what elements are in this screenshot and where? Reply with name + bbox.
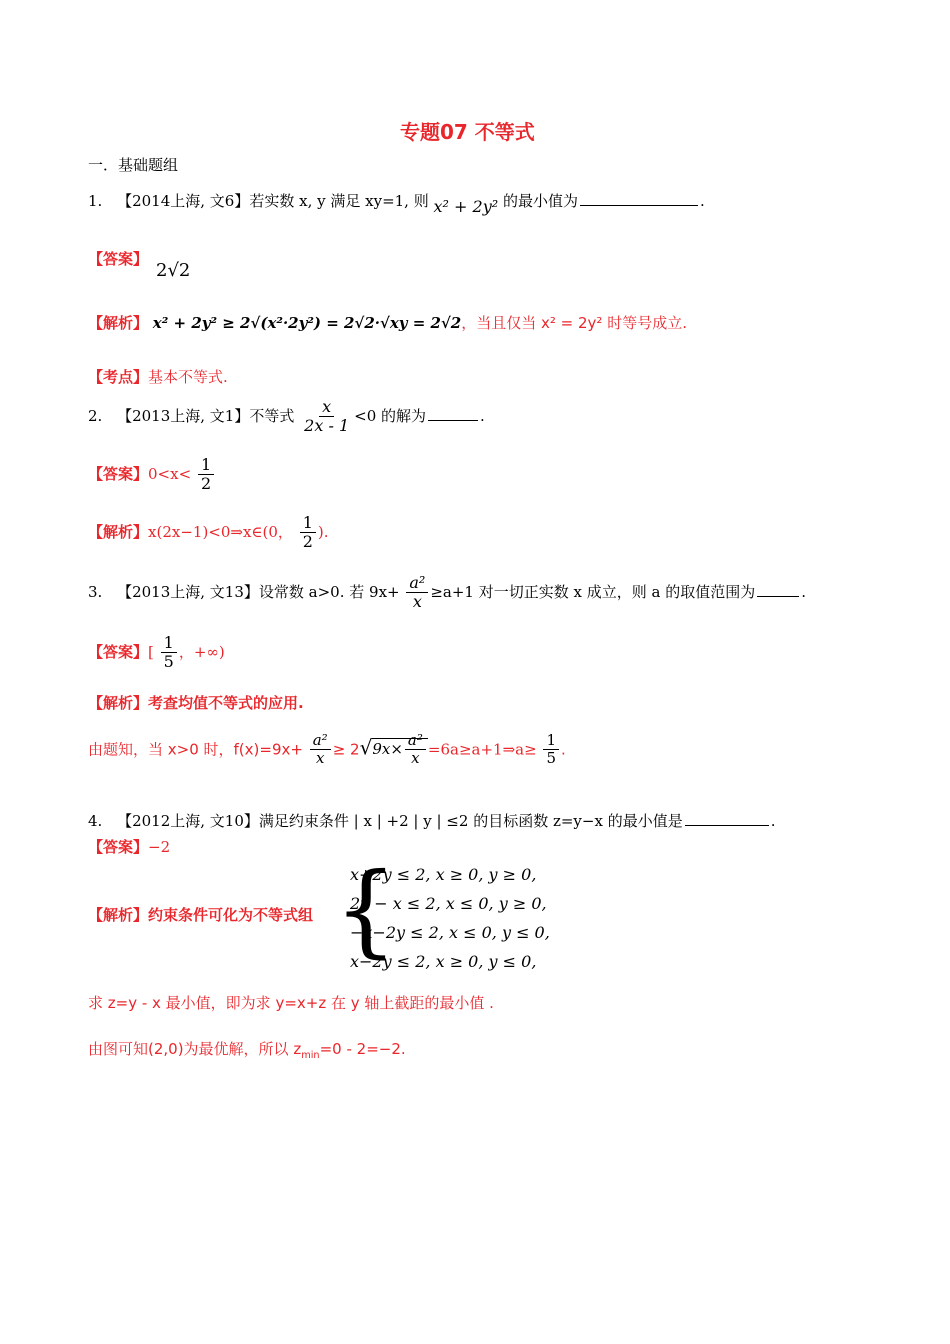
analysis-4-line3	[88, 1038, 406, 1061]
analysis-result: =6a≥a+1⇒a≥	[427, 740, 537, 759]
answer-label: 【答案】	[88, 250, 149, 268]
question-text: 不等式	[249, 406, 295, 425]
analysis-fraction	[300, 514, 316, 552]
question-number: 4.	[88, 812, 103, 830]
analysis-text: x(2x−1)<0⇒x∈(0，	[148, 522, 293, 541]
answer-fraction	[198, 456, 214, 494]
analysis-3	[88, 692, 304, 713]
sqrt-radicand	[372, 731, 428, 768]
question-text: 设常数 a>0. 若 9x+	[258, 582, 400, 601]
analysis-end: ).	[317, 522, 329, 541]
question-number: 2.	[88, 406, 103, 425]
analysis-fraction-a	[310, 732, 331, 768]
analysis-fraction-b	[543, 732, 559, 768]
analysis-label: 【解析】	[88, 694, 149, 712]
system-row: x+2y ≤ 2, x ≥ 0, y ≥ 0,	[350, 865, 537, 884]
period: .	[699, 192, 705, 210]
question-text-post: ≥a+1 对一切正实数 x 成立，则 a 的取值范围为	[430, 582, 756, 601]
answer-3	[88, 634, 225, 672]
answer-label: 【答案】	[88, 838, 149, 856]
question-expression: x² + 2y²	[433, 197, 499, 216]
question-number: 3.	[88, 582, 103, 601]
fraction-numerator: a²	[405, 732, 426, 750]
fraction-numerator: x	[319, 398, 334, 417]
analysis-label: 【解析】	[88, 314, 149, 332]
fraction-denominator: 5	[546, 749, 556, 768]
period: .	[770, 812, 776, 830]
answer-fraction	[161, 634, 177, 672]
question-4	[88, 810, 775, 831]
fraction-denominator: 5	[163, 652, 174, 672]
fraction-numerator: a²	[310, 732, 331, 750]
inequality-system	[350, 860, 550, 976]
question-fraction	[301, 398, 352, 436]
fraction-denominator: x	[411, 749, 420, 768]
answer-blank	[757, 595, 799, 597]
system-row: −x−2y ≤ 2, x ≤ 0, y ≤ 0,	[350, 923, 550, 942]
question-number: 1.	[88, 192, 103, 210]
kaodian-1	[88, 366, 228, 387]
analysis-ineq: ≥ 2	[332, 740, 360, 759]
fraction-denominator: x	[412, 592, 422, 612]
sqrt-text: 9x×	[372, 740, 403, 759]
answer-blank	[685, 824, 769, 826]
fraction-numerator: 1	[161, 634, 177, 653]
analysis-4	[88, 904, 313, 925]
kaodian-text: 基本不等式.	[148, 368, 228, 386]
question-source: 【2012上海, 文10】	[117, 812, 259, 830]
analysis-label: 【解析】	[88, 522, 149, 541]
answer-label: 【答案】	[88, 464, 149, 483]
fraction-numerator: 1	[543, 732, 559, 750]
sqrt-fraction	[405, 732, 426, 768]
answer-tail: ，+∞)	[178, 642, 225, 661]
answer-value: 2√2	[156, 260, 191, 281]
analysis-4-line2: 求 z=y - x 最小值，即为求 y=x+z 在 y 轴上截距的最小值 .	[88, 994, 494, 1012]
analysis-text: 约束条件可化为不等式组	[148, 906, 314, 924]
answer-4	[88, 836, 170, 857]
fraction-denominator: 2	[200, 474, 212, 494]
system-brace: {	[334, 851, 398, 968]
fraction-numerator: a²	[406, 574, 428, 593]
answer-blank	[580, 204, 698, 206]
section-heading: 一．基础题组	[88, 156, 179, 174]
question-text-post: <0 的解为	[354, 406, 427, 425]
subscript: min	[301, 1050, 320, 1061]
system-row: x−2y ≤ 2, x ≥ 0, y ≤ 0,	[350, 952, 537, 971]
kaodian-label: 【考点】	[88, 368, 149, 386]
analysis-math: x² + 2y² ≥ 2√(x²·2y²) = 2√2·√xy = 2√2	[152, 314, 462, 332]
fraction-denominator: 2x - 1	[304, 416, 350, 436]
answer-blank	[428, 419, 478, 421]
question-source: 【2013上海, 文13】	[117, 582, 259, 601]
system-row: 2y − x ≤ 2, x ≤ 0, y ≥ 0,	[350, 894, 547, 913]
sqrt-sign: √	[359, 735, 373, 760]
analysis-2	[88, 514, 329, 552]
fraction-numerator: 1	[300, 514, 316, 533]
question-source: 【2013上海, 文1】	[117, 406, 250, 425]
question-1	[88, 190, 705, 216]
analysis-line-text: 由题知，当 x>0 时，f(x)=9x+	[88, 740, 303, 759]
period: .	[801, 582, 806, 601]
answer-bracket: [	[148, 642, 154, 661]
question-text: 若实数 x, y 满足 xy=1, 则	[249, 192, 429, 210]
analysis-label: 【解析】	[88, 906, 149, 924]
question-3	[88, 574, 806, 612]
analysis-3-line2	[88, 732, 566, 768]
analysis-text: 考查均值不等式的应用.	[148, 694, 304, 712]
answer-text: 0<x<	[148, 464, 192, 483]
analysis-line-text: 由图可知(2,0)为最优解，所以 z	[88, 1040, 302, 1058]
fraction-denominator: x	[315, 749, 325, 768]
period: .	[480, 406, 485, 425]
period: .	[560, 740, 566, 759]
answer-label: 【答案】	[88, 642, 149, 661]
question-text: 满足约束条件 | x | +2 | y | ≤2 的目标函数 z=y−x 的最小值是	[258, 812, 683, 830]
question-fraction	[406, 574, 428, 612]
fraction-denominator: 2	[302, 532, 313, 552]
fraction-numerator: 1	[198, 456, 214, 475]
analysis-text: ，当且仅当 x² = 2y² 时等号成立.	[461, 314, 687, 332]
page-title: 专题07 不等式	[400, 120, 535, 144]
answer-value: −2	[148, 838, 171, 856]
analysis-line-result: =0 - 2=−2.	[319, 1040, 406, 1058]
answer-2	[88, 456, 216, 494]
question-2	[88, 398, 485, 436]
question-source: 【2014上海, 文6】	[117, 192, 250, 210]
analysis-1	[88, 312, 687, 333]
question-text-tail: 的最小值为	[502, 192, 578, 210]
